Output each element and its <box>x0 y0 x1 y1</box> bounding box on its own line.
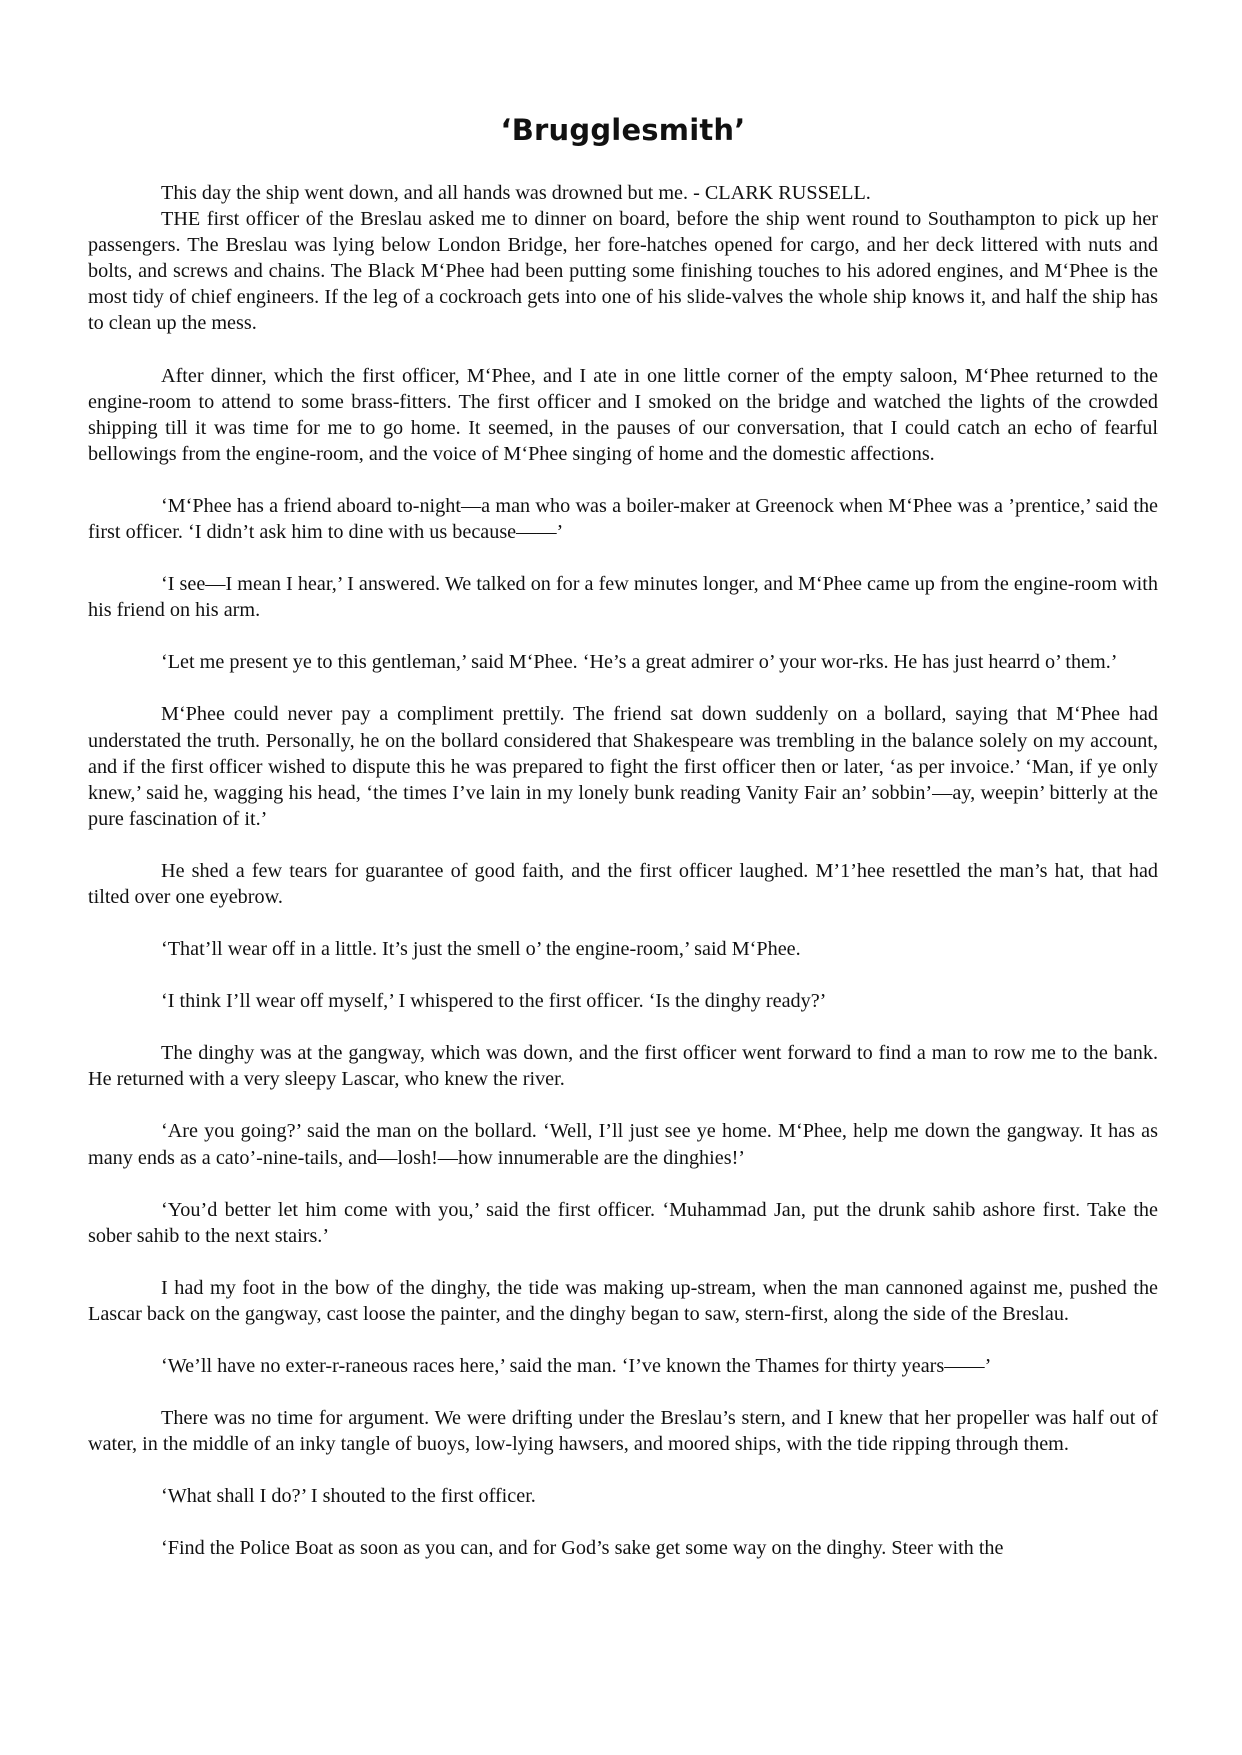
paragraph: ‘M‘Phee has a friend aboard to-night—a man who was a boiler-maker at Greenock when M‘Phee was a ’prentice,’ said the first officer. ‘I didn’t ask him to dine with us because——’ <box>88 494 1158 544</box>
paragraph: ‘I see—I mean I hear,’ I answered. We talked on for a few minutes longer, and M‘Phee came up from the engine-room with his friend on his arm. <box>88 573 1158 622</box>
paragraph: M‘Phee could never pay a compliment prettily. The friend sat down suddenly on a bollard, saying that M‘Phee had understated the truth. Personally, he on the bollard considered that Shakespeare was trembling in the balance solely on my account, and if the first officer wished to dispute this he was prepared to fight the first officer then or later, ‘as per invoice.’ ‘Man, if ye only knew,’ said he, wagging his head, ‘the times I’ve lain in my lonely bunk reading Vanity Fair an’ sobbin’—ay, weepin’ bitterly at the pure fascination of it.’ <box>88 703 1158 830</box>
paragraph: THE first officer of the Breslau asked me to dinner on board, before the ship went round to Southampton to pick up her passengers. The Breslau was lying below London Bridge, her fore-hatches opened for cargo, and her deck littered with nuts and bolts, and screws and chains. The Black M‘Phee had been putting some finishing touches to his adored engines, and M‘Phee is the most tidy of chief engineers. If the leg of a cockroach gets into one of his slide-valves the whole ship knows it, and half the ship has to clean up the mess. <box>88 208 1158 335</box>
paragraph: The dinghy was at the gangway, which was down, and the first officer went forward to find a man to row me to the bank. He returned with a very sleepy Lascar, who knew the river. <box>88 1042 1158 1091</box>
paragraph: I had my foot in the bow of the dinghy, the tide was making up-stream, when the man cannoned against me, pushed the Lascar back on the gangway, cast loose the painter, and the dinghy began to saw, stern-first, along the side of the Breslau. <box>88 1276 1158 1325</box>
paragraph: He shed a few tears for guarantee of good faith, and the first officer laughed. M’1’hee resettled the man’s hat, that had tilted over one eyebrow. <box>88 859 1158 908</box>
epigraph: This day the ship went down, and all hands was drowned but me. - CLARK RUSSELL. <box>161 182 871 204</box>
paragraph: There was no time for argument. We were drifting under the Breslau’s stern, and I knew that her propeller was half out of water, in the middle of an inky tangle of buoys, low-lying hawsers, and moored ships, with the tide ripping through them. <box>88 1407 1158 1456</box>
paragraph: ‘That’ll wear off in a little. It’s just the smell o’ the engine-room,’ said M‘Phee. <box>161 938 801 961</box>
paragraph: ‘We’ll have no exter-r-raneous races here,’ said the man. ‘I’ve known the Thames for thirty years——’ <box>161 1355 992 1377</box>
paragraph: ‘You’d better let him come with you,’ said the first officer. ‘Muhammad Jan, put the drunk sahib ashore first. Take the sober sahib to the next stairs.’ <box>88 1198 1158 1247</box>
paragraph: ‘I think I’ll wear off myself,’ I whispered to the first officer. ‘Is the dinghy ready?’ <box>161 990 827 1013</box>
paragraph: ‘Find the Police Boat as soon as you can, and for God’s sake get some way on the dinghy. Steer with the <box>161 1537 1004 1560</box>
paragraph: ‘What shall I do?’ I shouted to the first officer. <box>161 1485 536 1508</box>
document-page <box>88 110 1158 1561</box>
paragraph: ‘Are you going?’ said the man on the bollard. ‘Well, I’ll just see ye home. M‘Phee, help me down the gangway. It has as many ends as a cato’-nine-tails, and—losh!—how innumerable are the dinghies!’ <box>88 1120 1158 1169</box>
paragraph: After dinner, which the first officer, M‘Phee, and I ate in one little corner of the empty saloon, M‘Phee returned to the engine-room to attend to some brass-fitters. The first officer and I smoked on the bridge and watched the lights of the crowded shipping till it was time for me to go home. It seemed, in the pauses of our conversation, that I could catch an echo of fearful bellowings from the engine-room, and the voice of M‘Phee singing of home and the domestic affections. <box>88 364 1158 465</box>
paragraph: ‘Let me present ye to this gentleman,’ said M‘Phee. ‘He’s a great admirer o’ your wor-rks. He has just hearrd o’ them.’ <box>161 651 1118 674</box>
document-title: ‘Brugglesmith’ <box>500 113 746 147</box>
